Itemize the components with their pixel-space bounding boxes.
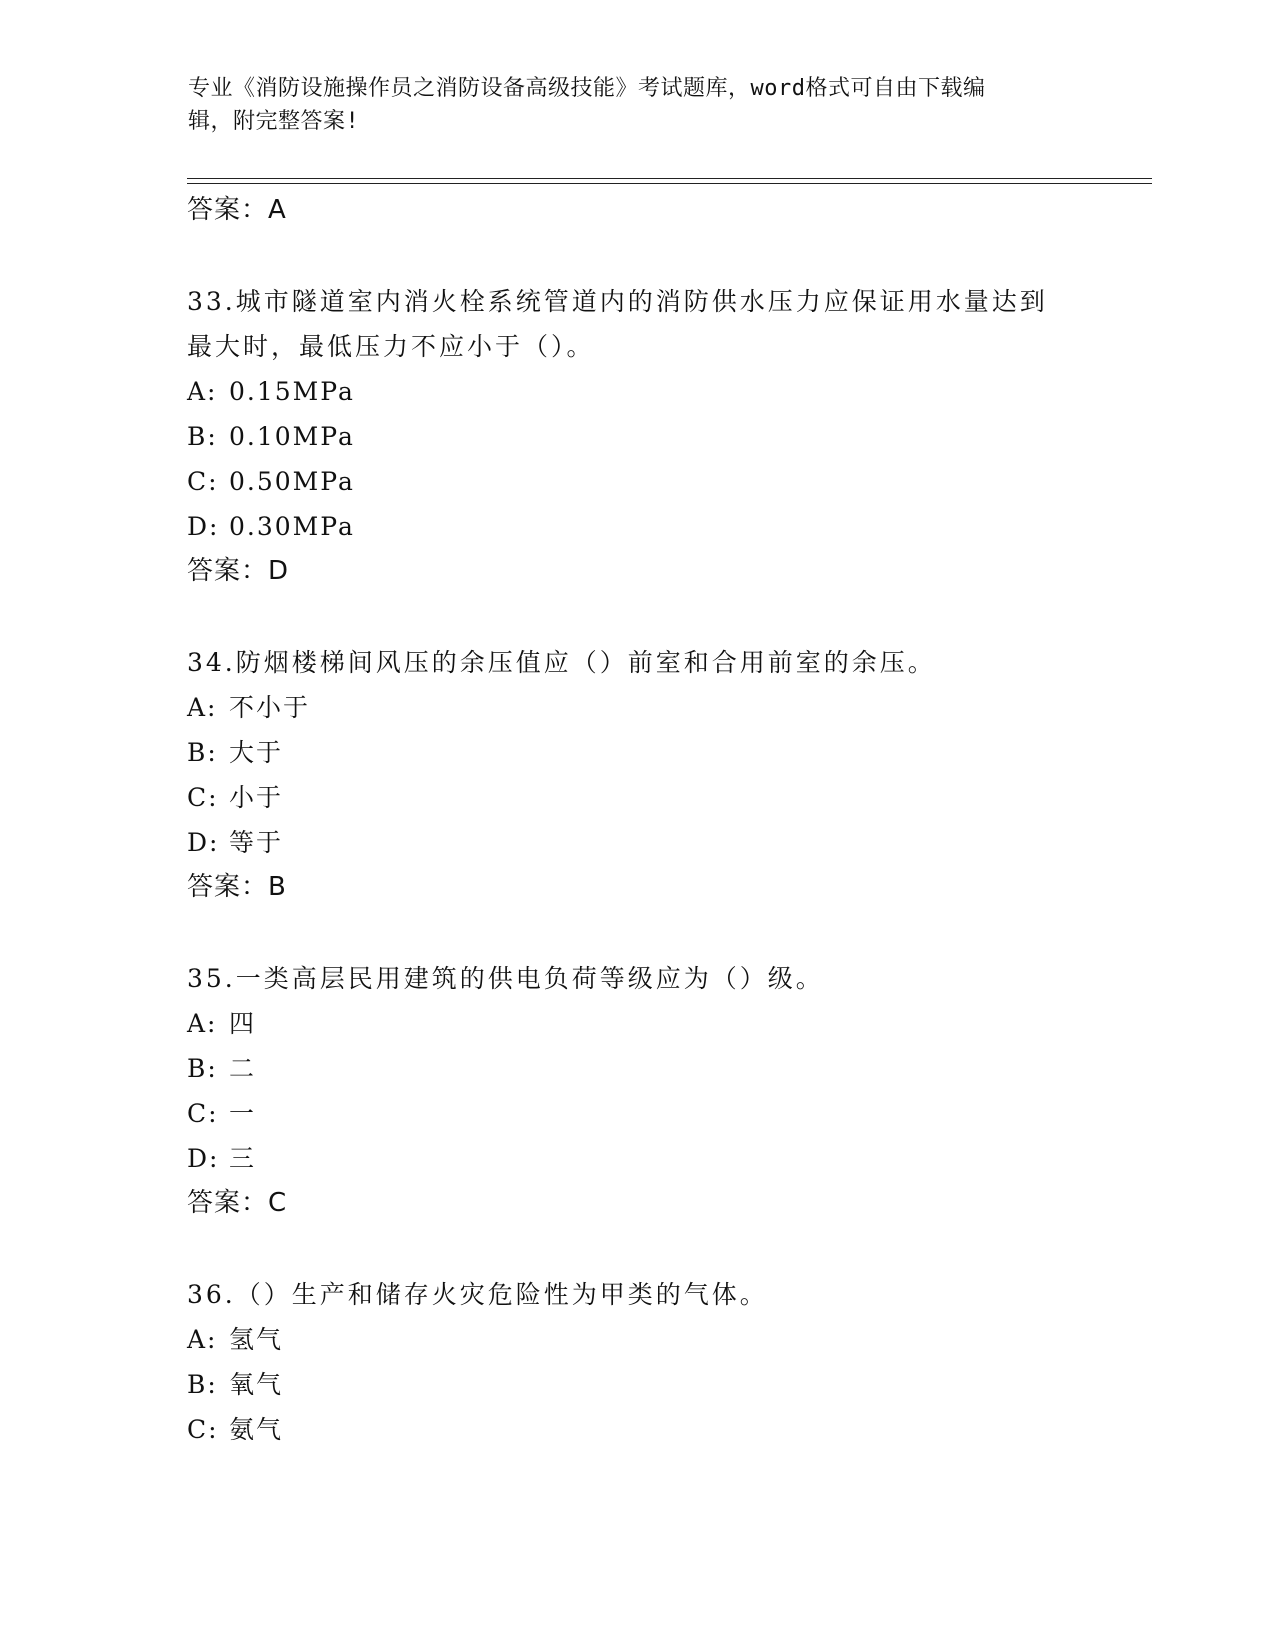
option-a <box>187 685 1147 730</box>
header-divider-bottom <box>187 183 1152 184</box>
option-key: C: <box>187 1415 219 1444</box>
answer-line: 答案：D <box>187 556 290 586</box>
option-b <box>187 730 1147 775</box>
option-key: D: <box>187 1144 220 1173</box>
option-key: A: <box>187 377 218 406</box>
option-text: 0.50MPa <box>229 467 355 496</box>
option-text: 二 <box>229 1054 257 1083</box>
header-divider-top <box>187 178 1152 179</box>
option-c <box>187 459 1147 504</box>
header-line-2: 辑，附完整答案! <box>188 109 360 134</box>
option-key: B: <box>187 422 218 451</box>
option-key: B: <box>187 1370 218 1399</box>
option-text: 三 <box>229 1144 257 1173</box>
option-text: 氢气 <box>229 1325 284 1354</box>
option-text: 氧气 <box>229 1370 284 1399</box>
option-a <box>187 1317 1147 1362</box>
option-key: D: <box>187 512 220 541</box>
option-key: A: <box>187 1009 218 1038</box>
option-c <box>187 1091 1147 1136</box>
option-key: A: <box>187 693 218 722</box>
answer-line: 答案：C <box>187 1188 288 1218</box>
option-text: 大于 <box>229 738 284 767</box>
option-key: A: <box>187 1325 218 1354</box>
option-b <box>187 1046 1147 1091</box>
question-33 <box>187 279 1147 594</box>
option-text: 氨气 <box>229 1415 284 1444</box>
option-text: 0.30MPa <box>229 512 355 541</box>
option-key: C: <box>187 467 219 496</box>
option-text: 不小于 <box>229 693 311 722</box>
option-a <box>187 1001 1147 1046</box>
option-text: 0.10MPa <box>229 422 355 451</box>
answer-line: 答案：B <box>187 872 287 902</box>
option-b <box>187 1362 1147 1407</box>
question-stem: 34.防烟楼梯间风压的余压值应（）前室和合用前室的余压。 <box>187 648 936 677</box>
option-text: 等于 <box>229 828 284 857</box>
document-header <box>188 72 1088 138</box>
question-35 <box>187 956 1147 1226</box>
option-text: 一 <box>229 1099 257 1128</box>
option-key: B: <box>187 1054 218 1083</box>
question-list <box>187 188 1147 1452</box>
option-c <box>187 1407 1147 1452</box>
option-text: 四 <box>229 1009 257 1038</box>
option-key: D: <box>187 828 220 857</box>
option-key: B: <box>187 738 218 767</box>
previous-answer: 答案：A <box>187 195 287 225</box>
question-36 <box>187 1272 1147 1452</box>
option-key: C: <box>187 1099 219 1128</box>
option-key: C: <box>187 783 219 812</box>
question-stem: 35.一类高层民用建筑的供电负荷等级应为（）级。 <box>187 964 824 993</box>
question-stem-continued: 最大时，最低压力不应小于（）。 <box>187 332 595 361</box>
option-d <box>187 504 1147 549</box>
header-line-1: 专业《消防设施操作员之消防设备高级技能》考试题库，word格式可自由下载编 <box>188 76 986 101</box>
option-c <box>187 775 1147 820</box>
question-stem: 36.（）生产和储存火灾危险性为甲类的气体。 <box>187 1280 768 1309</box>
option-text: 小于 <box>229 783 284 812</box>
option-text: 0.15MPa <box>229 377 355 406</box>
option-d <box>187 1136 1147 1181</box>
question-34 <box>187 640 1147 910</box>
option-a <box>187 369 1147 414</box>
option-d <box>187 820 1147 865</box>
option-b <box>187 414 1147 459</box>
question-stem: 33.城市隧道室内消火栓系统管道内的消防供水压力应保证用水量达到 <box>187 287 1048 316</box>
